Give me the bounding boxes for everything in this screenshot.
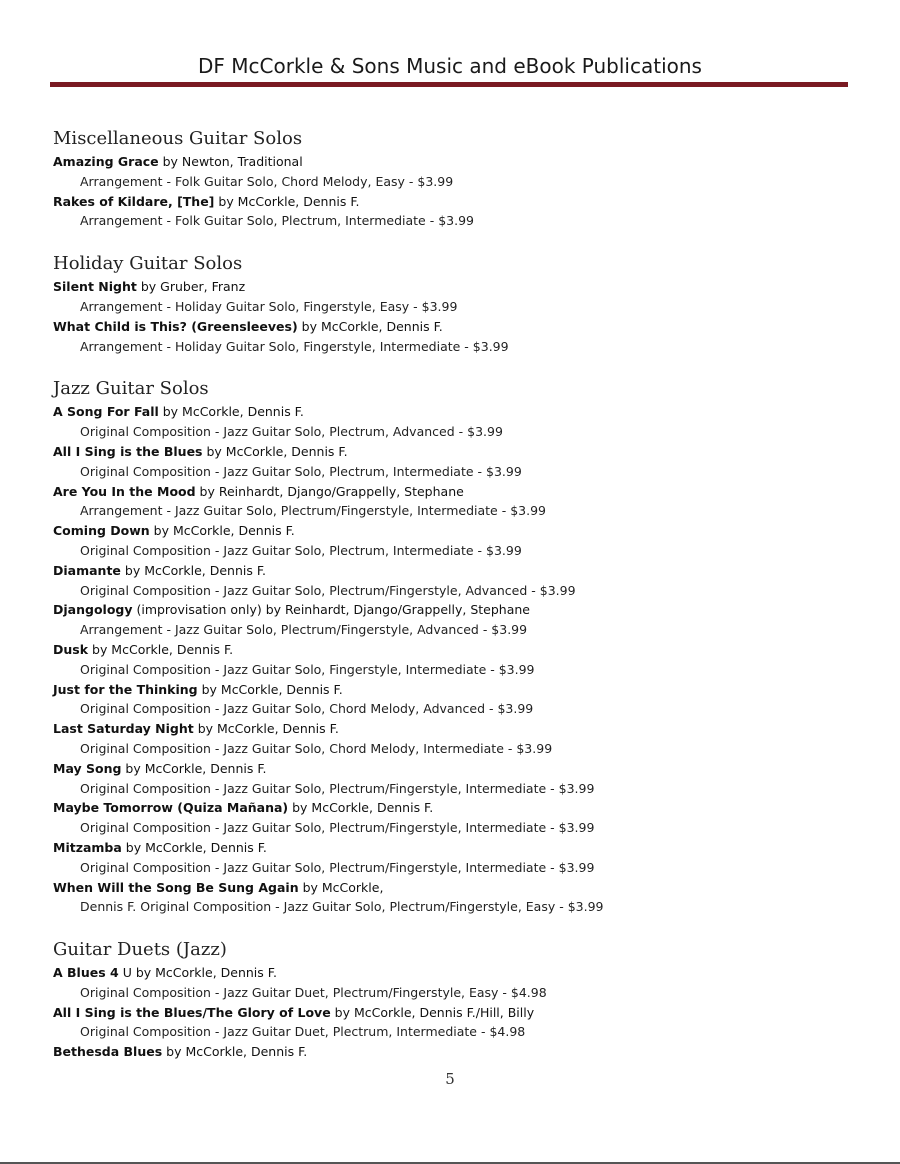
catalog-section — [53, 128, 853, 231]
entry-description: Original Composition - Jazz Guitar Solo, Plectrum/Fingerstyle, Intermediate - $3.99 — [80, 859, 595, 875]
entry-description: Original Composition - Jazz Guitar Solo, Plectrum, Intermediate - $3.99 — [80, 463, 522, 479]
entry-description: Arrangement - Folk Guitar Solo, Chord Melody, Easy - $3.99 — [80, 173, 454, 189]
entry-description: Original Composition - Jazz Guitar Solo, Plectrum, Advanced - $3.99 — [80, 424, 503, 440]
entry-note: (improvisation only) — [132, 602, 262, 618]
entry-description: Original Composition - Jazz Guitar Solo, Chord Melody, Advanced - $3.99 — [80, 701, 534, 717]
entry-byline: by McCorkle, Dennis F. — [120, 562, 266, 578]
catalog-entry — [53, 600, 853, 620]
section-heading: Jazz Guitar Solos — [53, 378, 209, 400]
entry-byline: by McCorkle, Dennis F. — [193, 721, 339, 737]
entry-title: Silent Night — [53, 279, 137, 295]
entry-byline: by McCorkle, Dennis F. — [288, 800, 434, 816]
catalog-entry — [53, 277, 853, 297]
catalog-entry — [53, 798, 853, 818]
catalog-entry — [53, 963, 853, 983]
entry-description: Original Composition - Jazz Guitar Solo, Plectrum/Fingerstyle, Intermediate - $3.99 — [80, 820, 595, 836]
catalog-entry — [53, 192, 853, 212]
entry-description: Arrangement - Jazz Guitar Solo, Plectrum/Fingerstyle, Intermediate - $3.99 — [80, 503, 546, 519]
entry-byline: by McCorkle, Dennis F. — [214, 193, 360, 209]
catalog-section — [53, 378, 853, 917]
entry-description: Original Composition - Jazz Guitar Solo, Plectrum, Intermediate - $3.99 — [80, 542, 522, 558]
section-heading: Miscellaneous Guitar Solos — [53, 128, 303, 149]
entry-description: Arrangement - Folk Guitar Solo, Plectrum, Intermediate - $3.99 — [80, 213, 474, 229]
catalog-entry — [53, 680, 853, 700]
catalog-entry — [53, 1042, 853, 1062]
header-rule — [50, 82, 848, 87]
entry-description: Original Composition - Jazz Guitar Duet, Plectrum, Intermediate - $4.98 — [80, 1024, 526, 1040]
entry-title: All I Sing is the Blues/The Glory of Love — [53, 1004, 331, 1020]
entry-title: When Will the Song Be Sung Again — [53, 879, 299, 895]
catalog-entry — [53, 719, 853, 739]
catalog-entry — [53, 759, 853, 779]
entry-title: A Blues 4 — [53, 965, 119, 981]
entry-byline: by McCorkle, Dennis F. — [197, 681, 343, 697]
entry-byline: by McCorkle, Dennis F. — [162, 1044, 308, 1060]
catalog-entry — [53, 442, 853, 462]
entry-description: Arrangement - Holiday Guitar Solo, Fingerstyle, Intermediate - $3.99 — [80, 338, 509, 354]
entry-title: Amazing Grace — [53, 154, 159, 169]
entry-byline: by Reinhardt, Django/Grappelly, Stephane — [261, 602, 530, 618]
catalog-entry — [53, 521, 853, 541]
catalog-entry — [53, 878, 853, 898]
entry-byline: by McCorkle, Dennis F. — [88, 641, 234, 657]
entry-title: Bethesda Blues — [53, 1044, 163, 1060]
entry-description: Arrangement - Holiday Guitar Solo, Fingerstyle, Easy - $3.99 — [80, 298, 458, 314]
entry-byline: by McCorkle, Dennis F. — [158, 404, 304, 420]
entry-byline: by Newton, Traditional — [158, 154, 303, 169]
entry-description: Original Composition - Jazz Guitar Solo, Chord Melody, Intermediate - $3.99 — [80, 740, 553, 756]
entry-title: What Child is This? (Greensleeves) — [53, 318, 298, 334]
entry-byline: by McCorkle, — [298, 879, 384, 895]
entry-title: Dusk — [53, 641, 89, 657]
entry-byline: by Gruber, Franz — [136, 279, 246, 295]
entry-byline: by McCorkle, Dennis F./Hill, Billy — [330, 1004, 535, 1020]
entry-title: Just for the Thinking — [53, 681, 198, 697]
entry-title: Rakes of Kildare, [The] — [53, 193, 215, 209]
catalog-entry — [53, 402, 853, 422]
catalog-entry — [53, 640, 853, 660]
entry-title: Diamante — [53, 562, 121, 578]
page-number: 5 — [445, 1070, 455, 1088]
entry-title: All I Sing is the Blues — [53, 443, 203, 459]
entry-title: Last Saturday Night — [53, 721, 194, 737]
entry-title: May Song — [53, 760, 122, 776]
catalog-entry — [53, 561, 853, 581]
entry-byline: by McCorkle, Dennis F. — [131, 965, 277, 981]
entry-description: Original Composition - Jazz Guitar Solo, Plectrum/Fingerstyle, Intermediate - $3.99 — [80, 780, 595, 796]
entry-title: Mitzamba — [53, 839, 122, 855]
catalog-entry — [53, 317, 853, 337]
entry-title: Maybe Tomorrow (Quiza Mañana) — [53, 800, 289, 816]
section-heading: Guitar Duets (Jazz) — [53, 939, 227, 961]
entry-byline: by McCorkle, Dennis F. — [202, 443, 348, 459]
entry-description: Original Composition - Jazz Guitar Solo, Fingerstyle, Intermediate - $3.99 — [80, 661, 535, 677]
catalog-content — [53, 128, 853, 1084]
entry-title: Are You In the Mood — [53, 483, 196, 499]
page-header-title: DF McCorkle & Sons Music and eBook Publications — [198, 54, 702, 78]
entry-byline: by McCorkle, Dennis F. — [297, 318, 443, 334]
entry-byline: by McCorkle, Dennis F. — [121, 839, 267, 855]
catalog-section — [53, 939, 853, 1062]
entry-title: Coming Down — [53, 523, 150, 539]
section-heading: Holiday Guitar Solos — [53, 253, 243, 275]
entry-description: Arrangement - Jazz Guitar Solo, Plectrum/Fingerstyle, Advanced - $3.99 — [80, 622, 528, 638]
entry-description: Original Composition - Jazz Guitar Solo, Plectrum/Fingerstyle, Advanced - $3.99 — [80, 582, 576, 598]
entry-note: U — [118, 965, 132, 981]
entry-title: A Song For Fall — [53, 404, 159, 420]
catalog-entry — [53, 838, 853, 858]
catalog-section — [53, 253, 853, 356]
entry-description: Original Composition - Jazz Guitar Duet, Plectrum/Fingerstyle, Easy - $4.98 — [80, 984, 547, 1000]
entry-description: Dennis F. Original Composition - Jazz Guitar Solo, Plectrum/Fingerstyle, Easy - $3.99 — [80, 899, 604, 915]
catalog-entry — [53, 482, 853, 502]
entry-byline: by Reinhardt, Django/Grappelly, Stephane — [195, 483, 464, 499]
entry-byline: by McCorkle, Dennis F. — [121, 760, 267, 776]
entry-title: Djangology — [53, 602, 133, 618]
catalog-entry — [53, 1003, 853, 1023]
entry-byline: by McCorkle, Dennis F. — [149, 523, 295, 539]
catalog-entry — [53, 152, 853, 172]
